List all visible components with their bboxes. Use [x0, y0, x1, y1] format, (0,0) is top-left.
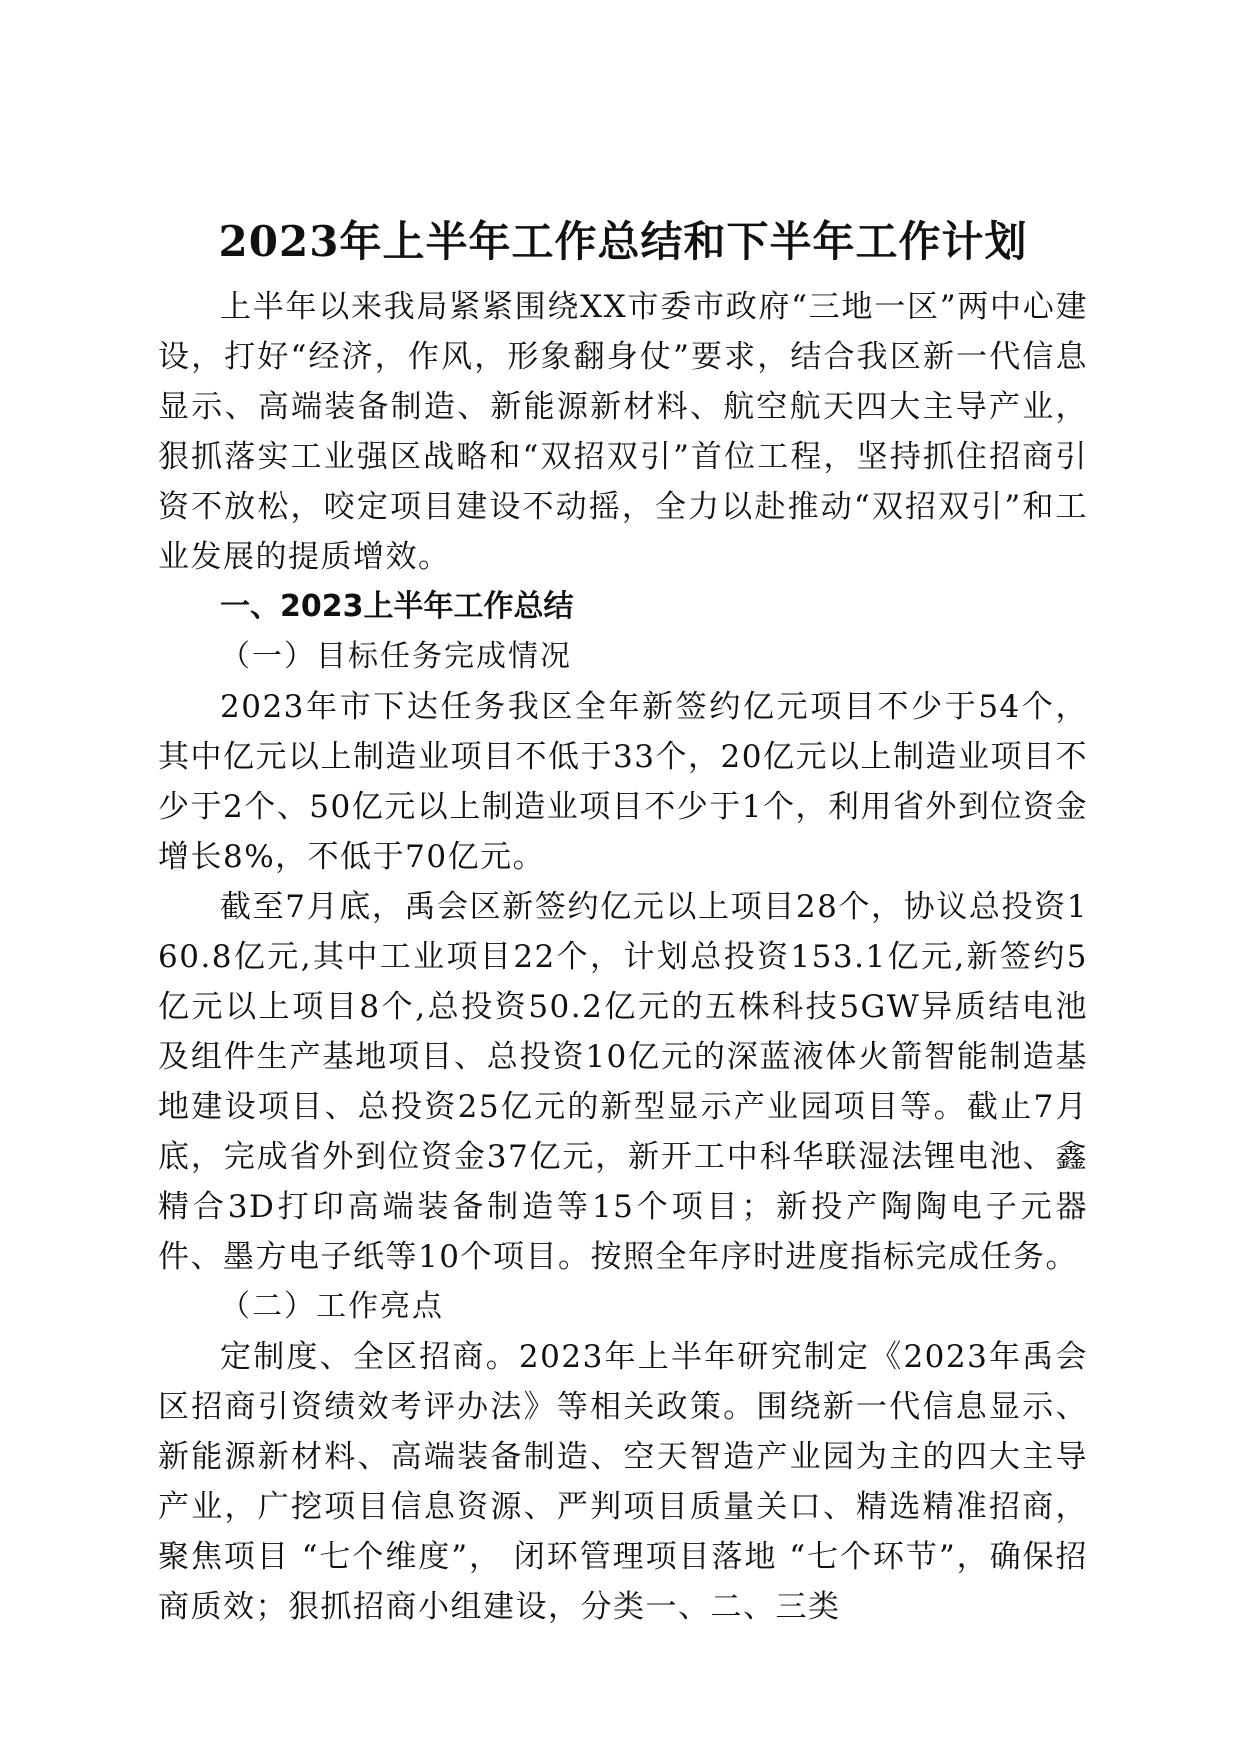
- subsection-heading-highlights: （二）工作亮点: [220, 1289, 444, 1324]
- document-body: [158, 210, 1088, 1632]
- highlights-paragraph: 定制度、全区招商。2023年上半年研究制定《2023年禹会区招商引资绩效考评办法》等相关政策。围绕新一代信息显示、新能源新材料、高端装备制造、空天智造产业园为主的四大主导产业，广挖项目信息资源、严判项目质量关口、精选精准招商，聚焦项目 “七个维度”， 闭环管理项目落地 “七个环节”，确保招商质效；狠抓招商小组建设，分类一、二、三类: [158, 1339, 1088, 1625]
- section-heading: 一、2023上半年工作总结: [220, 589, 574, 624]
- intro-paragraph: 上半年以来我局紧紧围绕XX市委市政府“三地一区”两中心建设，打好“经济，作风，形象翻身仗”要求，结合我区新一代信息显示、高端装备制造、新能源新材料、航空航天四大主导产业，狠抓落实工业强区战略和“双招双引”首位工程，坚持抓住招商引资不放松，咬定项目建设不动摇，全力以赴推动“双招双引”和工业发展的提质增效。: [158, 289, 1088, 575]
- progress-paragraph: 截至7月底，禹会区新签约亿元以上项目28个，协议总投资160.8亿元,其中工业项目22个，计划总投资153.1亿元,新签约5亿元以上项目8个,总投资50.2亿元的五株科技5GW异质结电池及组件生产基地项目、总投资10亿元的深蓝液体火箭智能制造基地建设项目、总投资25亿元的新型显示产业园项目等。截止7月底，完成省外到位资金37亿元，新开工中科华联湿法锂电池、鑫精合3D打印高端装备制造等15个项目；新投产陶陶电子元器件、墨方电子纸等10个项目。按照全年序时进度指标完成任务。: [158, 889, 1088, 1275]
- targets-paragraph: 2023年市下达任务我区全年新签约亿元项目不少于54个，其中亿元以上制造业项目不低于33个，20亿元以上制造业项目不少于2个、50亿元以上制造业项目不少于1个，利用省外到位资金增长8%，不低于70亿元。: [158, 689, 1088, 875]
- subsection-heading-targets: （一）目标任务完成情况: [220, 639, 572, 674]
- page-title: 2023年上半年工作总结和下半年工作计划: [218, 217, 1028, 266]
